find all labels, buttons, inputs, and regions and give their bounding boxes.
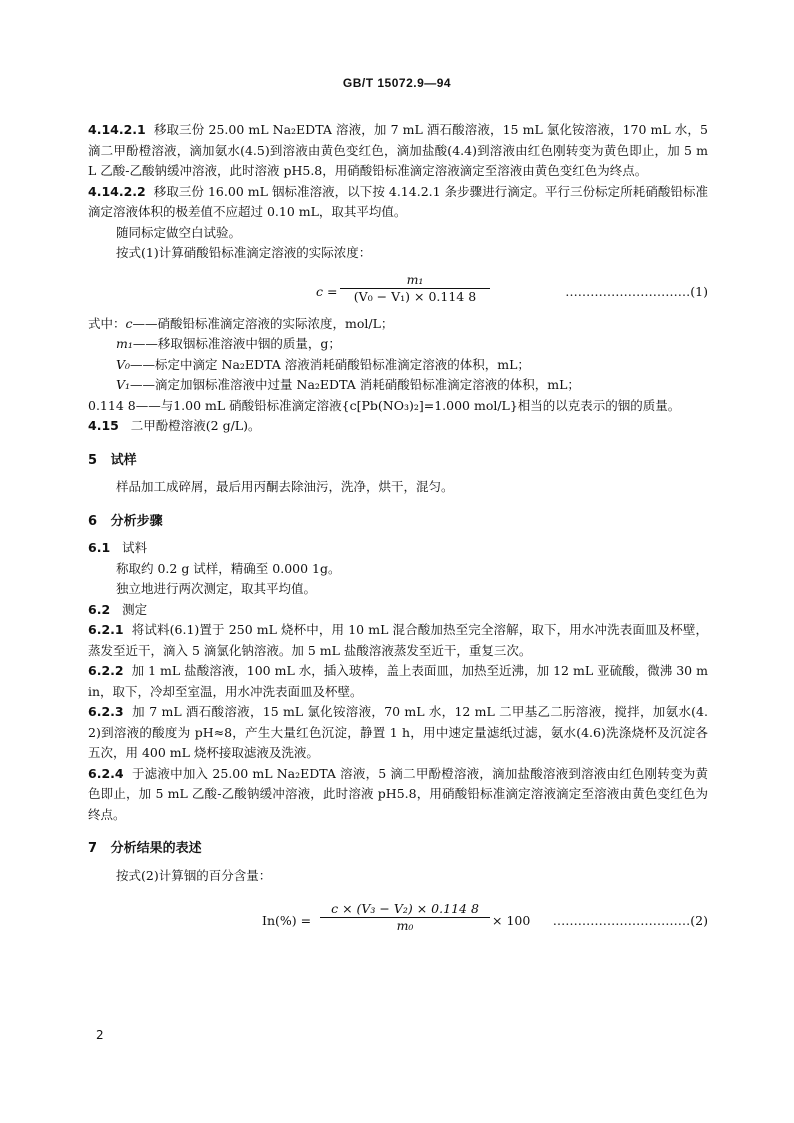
eq1-numerator: m₁	[340, 272, 490, 289]
eq2-numerator: c × (V₃ − V₂) × 0.114 8	[320, 901, 490, 918]
clause-text: 移取三份 25.00 mL Na₂EDTA 溶液，加 7 mL 酒石酸溶液，15 mL 氯化铵溶液，170 mL 水，5 滴二甲酚橙溶液，滴加氨水(4.5)到溶液由黄色变红色，滴加盐酸(4.4)到溶液由红色刚转变为黄色即止，加 5 mL 乙酸-乙酸钠缓冲溶液，此时溶液 pH5.8，用硝酸铅标准滴定溶液滴定至溶液由黄色变红色为终点。	[88, 122, 708, 178]
defs-intro-text: 式中：	[88, 315, 126, 331]
def-symbol: c	[125, 315, 133, 331]
clause-6-1-heading	[88, 538, 708, 559]
clause-6-1-p1: 称取约 0.2 g 试样，精确至 0.000 1g。	[116, 560, 341, 576]
clause-number: 6.2.1	[88, 622, 124, 637]
section-number: 7	[88, 841, 98, 856]
clause-4-14-2-2	[88, 182, 708, 223]
def-text: ——滴定加铟标准溶液中过量 Na₂EDTA 消耗硝酸铅标准滴定溶液的体积，mL；	[130, 377, 580, 392]
def-text: ——移取铟标准溶液中铟的质量，g；	[132, 336, 341, 351]
section-5-text: 样品加工成碎屑，最后用丙酮去除油污，洗净，烘干，混匀。	[116, 479, 454, 494]
clause-6-2-2	[88, 661, 708, 702]
def-text: ——硝酸铅标准滴定溶液的实际浓度，mol/L；	[132, 315, 394, 331]
clause-title: 测定	[122, 601, 148, 617]
formula-intro-2: 按式(2)计算铟的百分含量：	[116, 867, 272, 883]
def-symbol: m₁	[116, 336, 133, 351]
eq2-lhs: In(%) =	[262, 913, 312, 928]
eq2-label: ……………………………(2)	[552, 913, 708, 928]
clause-6-2-1	[88, 620, 708, 661]
eq1-denominator: (V₀ − V₁) × 0.114 8	[353, 288, 477, 304]
defs-intro	[88, 314, 708, 335]
clause-number: 6.2.2	[88, 663, 124, 678]
def-symbol: 0.114 8	[88, 397, 136, 413]
section-number: 5	[88, 452, 98, 468]
formula-intro-1: 按式(1)计算硝酸铅标准滴定溶液的实际浓度：	[116, 245, 372, 260]
section-title: 试样	[110, 452, 137, 468]
clause-number: 6.1	[88, 540, 111, 555]
def-item	[88, 355, 708, 376]
clause-number: 6.2.4	[88, 765, 124, 781]
clause-text: 将试料(6.1)置于 250 mL 烧杯中，用 10 mL 混合酸加热至完全溶解，取下，用水冲洗表面皿及杯壁，蒸发至近干，滴入 5 滴氯化钠溶液。加 5 mL 盐酸溶液蒸发至近干，重复三次。	[88, 622, 708, 658]
eq1-fraction	[340, 272, 490, 305]
section-number: 6	[88, 513, 98, 529]
clause-text: 于滤液中加入 25.00 mL Na₂EDTA 溶液，5 滴二甲酚橙溶液，滴加盐酸溶液到溶液由红色刚转变为黄色即止，加 5 mL 乙酸-乙酸钠缓冲溶液，此时溶液 pH5.8，用硝酸铅标准滴定溶液滴定至溶液由黄色变红色为终点。	[88, 765, 708, 822]
eq2-fraction	[320, 901, 490, 934]
clause-text: 二甲酚橙溶液(2 g/L)。	[130, 418, 261, 433]
eq1-label: …………………………(1)	[565, 283, 708, 299]
clause-number: 6.2.3	[88, 704, 124, 719]
clause-text: 加 7 mL 酒石酸溶液，15 mL 氯化铵溶液，70 mL 水，12 mL 二甲基乙二肟溶液，搅拌，加氨水(4.2)到溶液的酸度为 pH≈8，产生大量红色沉淀，静置 1 h，用中速定量滤纸过滤，氨水(4.6)洗涤烧杯及沉淀各五次，用 400 mL 烧杯接取滤液及洗液。	[88, 704, 708, 760]
clause-number: 4.15	[88, 418, 119, 433]
equation-2	[88, 896, 708, 944]
document-body	[88, 120, 708, 944]
clause-6-2-4	[88, 764, 708, 826]
clause-6-1-p2: 独立地进行两次测定，取其平均值。	[116, 581, 317, 596]
clause-text: 加 1 mL 盐酸溶液，100 mL 水，插入玻棒，盖上表面皿，加热至近沸，加 12 mL 亚硫酸，微沸 30 min，取下，冷却至室温，用水冲洗表面皿及杯壁。	[88, 663, 708, 699]
clause-6-2-3	[88, 702, 708, 764]
clause-number: 6.2	[88, 601, 111, 617]
clause-number: 4.14.2.1	[88, 122, 146, 137]
eq2-denominator: m₀	[396, 918, 414, 933]
def-item	[88, 334, 708, 355]
blank-test-note: 随同标定做空白试验。	[116, 224, 242, 240]
clause-4-14-2-1	[88, 120, 708, 182]
def-text: ——标定中滴定 Na₂EDTA 溶液消耗硝酸铅标准滴定溶液的体积，mL；	[130, 356, 530, 372]
def-symbol: V₁	[116, 377, 131, 392]
def-text: ——与1.00 mL 硝酸铅标准滴定溶液{c[Pb(NO₃)₂]=1.000 mol/L}相当的以克表示的铟的质量。	[135, 397, 681, 413]
section-5-heading	[88, 451, 708, 472]
clause-text: 移取三份 16.00 mL 铟标准溶液，以下按 4.14.2.1 条步骤进行滴定。平行三份标定所耗硝酸铅标准滴定溶液体积的极差值不应超过 0.10 mL，取其平均值。	[88, 183, 708, 219]
def-constant	[88, 396, 708, 417]
eq2-tail: × 100	[492, 913, 531, 928]
page-header: GB/T 15072.9—94	[342, 76, 452, 90]
def-item	[88, 375, 708, 396]
page-number: 2	[96, 1028, 104, 1042]
section-title: 分析结果的表述	[110, 841, 202, 856]
section-title: 分析步骤	[110, 513, 163, 529]
equation-1	[88, 268, 708, 314]
section-6-heading	[88, 512, 708, 533]
def-symbol: V₀	[116, 356, 131, 372]
eq1-lhs: c =	[316, 283, 338, 299]
section-7-heading	[88, 839, 708, 860]
clause-number: 4.14.2.2	[88, 183, 146, 199]
clause-title: 试料	[122, 540, 148, 555]
clause-6-2-heading	[88, 600, 708, 621]
clause-4-15	[88, 416, 708, 437]
